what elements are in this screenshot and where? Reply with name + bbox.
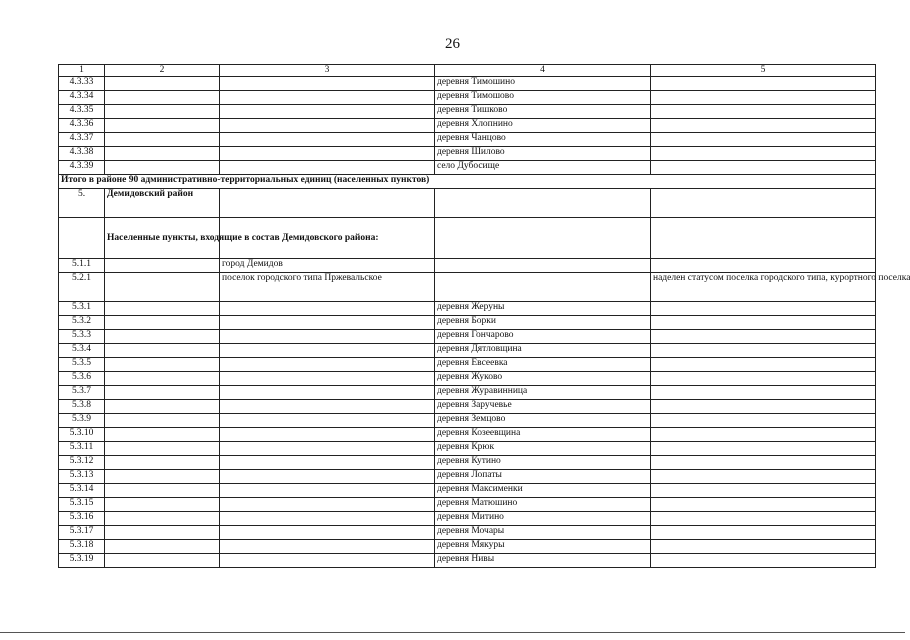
table-cell (220, 189, 435, 218)
table-row (59, 456, 876, 470)
table-cell: поселок городского типа Пржевальское (220, 273, 435, 302)
table-cell (651, 400, 876, 414)
table-cell (220, 526, 435, 540)
table-row (59, 484, 876, 498)
settlements-table (58, 64, 910, 568)
table-cell: деревня Дятловщина (435, 344, 651, 358)
table-cell (105, 161, 220, 175)
table-cell: 5.3.18 (59, 540, 105, 554)
table-row (59, 498, 876, 512)
table-cell (651, 386, 876, 400)
table-row (59, 428, 876, 442)
table-cell (105, 302, 220, 316)
table-cell (105, 259, 220, 273)
table-cell (651, 218, 876, 259)
table-cell: деревня Гончарово (435, 330, 651, 344)
table-cell: наделен статусом поселка городского типа, курортного поселка (651, 273, 876, 302)
table-cell (105, 428, 220, 442)
table-cell (105, 372, 220, 386)
table-cell: деревня Крюк (435, 442, 651, 456)
table-cell (105, 147, 220, 161)
table-cell (105, 442, 220, 456)
table-cell: 5.3.9 (59, 414, 105, 428)
district-row (59, 189, 876, 218)
table-cell: 5.3.16 (59, 512, 105, 526)
table-cell (651, 259, 876, 273)
column-header: 1 (59, 65, 105, 77)
table-cell: деревня Нивы (435, 554, 651, 568)
table-cell: 5.3.8 (59, 400, 105, 414)
table-cell: деревня Заручевье (435, 400, 651, 414)
table-cell (105, 386, 220, 400)
table-row (59, 77, 876, 91)
table-cell: деревня Борки (435, 316, 651, 330)
table-cell (105, 526, 220, 540)
table-cell (105, 554, 220, 568)
table-cell (220, 470, 435, 484)
table-cell (651, 456, 876, 470)
table-cell (435, 218, 651, 259)
table-cell: 5.3.13 (59, 470, 105, 484)
table-cell: 5.2.1 (59, 273, 105, 302)
settlements-header-row (59, 218, 876, 259)
table-cell: 5.3.10 (59, 428, 105, 442)
table-cell (220, 302, 435, 316)
table-row (59, 133, 876, 147)
table-cell: 5. (59, 189, 105, 218)
table-cell: 5.3.15 (59, 498, 105, 512)
table-cell: 4.3.39 (59, 161, 105, 175)
table-row (59, 302, 876, 316)
table-cell: 4.3.37 (59, 133, 105, 147)
table-cell (651, 77, 876, 91)
table-cell: город Демидов (220, 259, 435, 273)
table-cell (105, 456, 220, 470)
table-cell (651, 414, 876, 428)
table-cell (651, 302, 876, 316)
table-cell: 5.3.7 (59, 386, 105, 400)
total-row-text: Итого в районе 90 административно-территориальных единиц (населенных пунктов) (59, 175, 876, 189)
table-cell (105, 119, 220, 133)
table-cell (105, 344, 220, 358)
table-cell: 5.3.4 (59, 344, 105, 358)
table-cell (435, 259, 651, 273)
table-row (59, 470, 876, 484)
table-cell (105, 91, 220, 105)
table-row (59, 316, 876, 330)
table-cell (59, 218, 105, 259)
table-row (59, 512, 876, 526)
table-row (59, 147, 876, 161)
table-row (59, 400, 876, 414)
table-cell (651, 105, 876, 119)
table-cell (651, 344, 876, 358)
table-cell: 5.3.6 (59, 372, 105, 386)
table-row (59, 358, 876, 372)
table-cell (220, 484, 435, 498)
table-cell: 5.1.1 (59, 259, 105, 273)
table-cell: 4.3.36 (59, 119, 105, 133)
table-cell (651, 133, 876, 147)
table-cell: 5.3.14 (59, 484, 105, 498)
table-cell (651, 358, 876, 372)
table-row (59, 105, 876, 119)
table-row (59, 386, 876, 400)
table-row (59, 161, 876, 175)
table-cell: деревня Матюшино (435, 498, 651, 512)
table-cell: деревня Кутино (435, 456, 651, 470)
table-cell (651, 161, 876, 175)
table-cell (220, 147, 435, 161)
table-cell (651, 540, 876, 554)
table-cell: 4.3.34 (59, 91, 105, 105)
table-cell (651, 316, 876, 330)
table-cell: деревня Земцово (435, 414, 651, 428)
table-cell: деревня Евсеевка (435, 358, 651, 372)
table-row (59, 273, 876, 302)
table-cell (651, 372, 876, 386)
table-cell (651, 442, 876, 456)
table-cell: деревня Мочары (435, 526, 651, 540)
table-cell: 5.3.1 (59, 302, 105, 316)
table-cell (651, 147, 876, 161)
table-row (59, 91, 876, 105)
table-cell (105, 273, 220, 302)
table-cell (220, 442, 435, 456)
table-cell (220, 400, 435, 414)
table-cell: деревня Лопаты (435, 470, 651, 484)
table-cell (105, 484, 220, 498)
table-cell (220, 554, 435, 568)
table-cell (105, 414, 220, 428)
table-cell (651, 330, 876, 344)
table-cell: деревня Чанцово (435, 133, 651, 147)
table-cell: деревня Козеевщина (435, 428, 651, 442)
table-cell: 4.3.33 (59, 77, 105, 91)
table-cell (105, 77, 220, 91)
table-cell (651, 470, 876, 484)
table-cell (105, 105, 220, 119)
table-cell: деревня Тимошово (435, 91, 651, 105)
table-cell (220, 428, 435, 442)
table-cell: деревня Максименки (435, 484, 651, 498)
table-cell: деревня Жуково (435, 372, 651, 386)
table-cell: деревня Тимошино (435, 77, 651, 91)
column-header: 2 (105, 65, 220, 77)
table-cell: 4.3.38 (59, 147, 105, 161)
table-cell (105, 330, 220, 344)
table-cell (651, 554, 876, 568)
table-cell (435, 273, 651, 302)
table-cell: деревня Хлопнино (435, 119, 651, 133)
table-cell: 5.3.5 (59, 358, 105, 372)
table-row (59, 414, 876, 428)
table-row (59, 119, 876, 133)
table-cell (651, 189, 876, 218)
table-cell (651, 498, 876, 512)
table-cell: деревня Шилово (435, 147, 651, 161)
table-cell (220, 540, 435, 554)
table-cell: 5.3.2 (59, 316, 105, 330)
table-cell (220, 161, 435, 175)
district-name: Демидовский район (105, 189, 220, 218)
table-row (59, 442, 876, 456)
table-cell: деревня Тишково (435, 105, 651, 119)
table-cell (105, 498, 220, 512)
table-cell (220, 414, 435, 428)
table-cell (220, 119, 435, 133)
table-cell (220, 358, 435, 372)
table-cell (651, 526, 876, 540)
table-cell (651, 512, 876, 526)
column-header: 3 (220, 65, 435, 77)
table-cell (105, 133, 220, 147)
table-row (59, 259, 876, 273)
column-header: 4 (435, 65, 651, 77)
table-cell: деревня Митино (435, 512, 651, 526)
table-row (59, 526, 876, 540)
table-cell (220, 498, 435, 512)
table-row (59, 554, 876, 568)
table-cell (435, 189, 651, 218)
table-cell (651, 428, 876, 442)
bottom-divider (0, 632, 905, 633)
table-cell (220, 456, 435, 470)
table-row (59, 372, 876, 386)
table-header-row (59, 65, 876, 77)
table-cell: 4.3.35 (59, 105, 105, 119)
table-cell: село Дубосище (435, 161, 651, 175)
table-cell (105, 316, 220, 330)
table-cell (105, 512, 220, 526)
table-cell: 5.3.12 (59, 456, 105, 470)
table-cell (220, 316, 435, 330)
table-cell (220, 91, 435, 105)
table-cell: деревня Мякуры (435, 540, 651, 554)
table-cell: деревня Журавинница (435, 386, 651, 400)
table-cell (651, 91, 876, 105)
settlements-header: Населенные пункты, входящие в состав Демидовского района: (105, 218, 220, 259)
table-cell (220, 105, 435, 119)
table-cell: 5.3.17 (59, 526, 105, 540)
table-row (59, 344, 876, 358)
table-cell: 5.3.11 (59, 442, 105, 456)
table-cell (220, 330, 435, 344)
table-cell (651, 484, 876, 498)
table-cell (220, 386, 435, 400)
table-cell (651, 119, 876, 133)
table-cell (220, 344, 435, 358)
column-header: 5 (651, 65, 876, 77)
total-row (59, 175, 876, 189)
table-cell (105, 470, 220, 484)
table-cell (220, 512, 435, 526)
page-number: 26 (445, 36, 460, 52)
table-row (59, 540, 876, 554)
table-cell: 5.3.19 (59, 554, 105, 568)
table-cell (220, 77, 435, 91)
table-cell (220, 133, 435, 147)
table-cell (220, 372, 435, 386)
table-cell (105, 540, 220, 554)
table-cell: 5.3.3 (59, 330, 105, 344)
table-cell (105, 400, 220, 414)
table-cell: деревня Жеруны (435, 302, 651, 316)
table-cell (105, 358, 220, 372)
table-row (59, 330, 876, 344)
